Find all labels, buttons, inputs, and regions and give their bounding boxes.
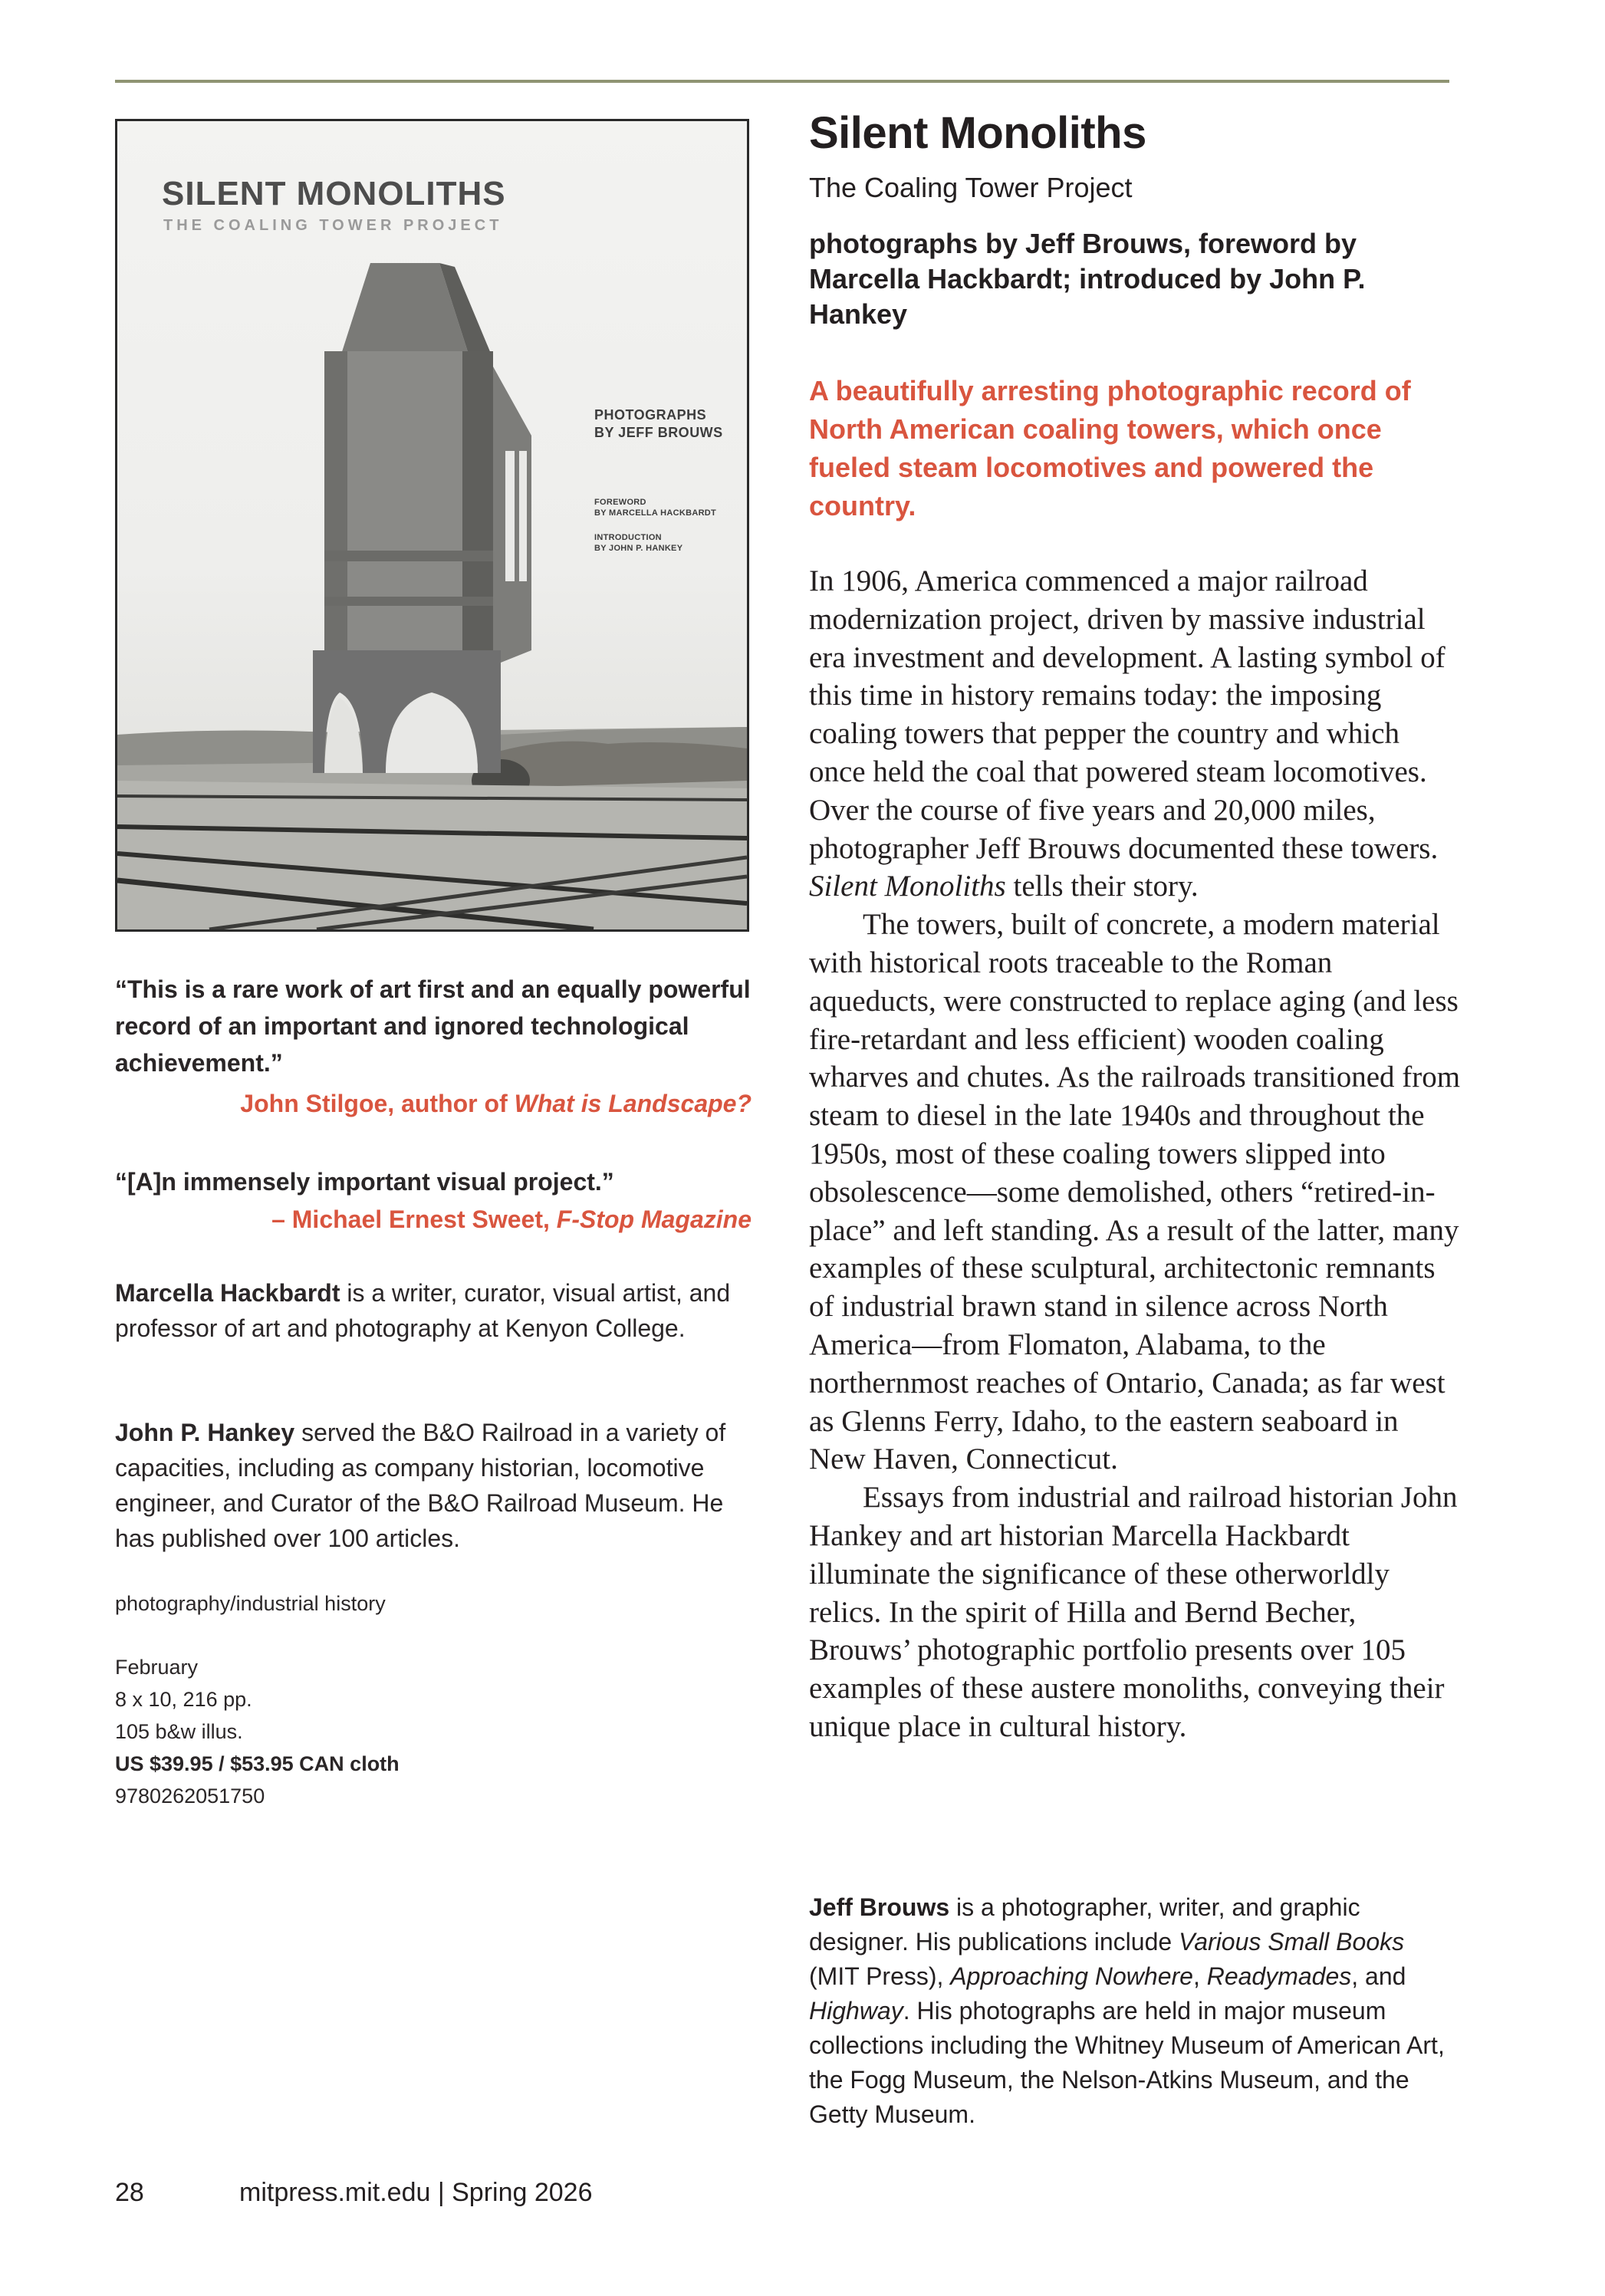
cover-foreword-credit: FOREWORD BY MARCELLA HACKBARDT — [594, 498, 717, 518]
book-cover-image — [115, 119, 749, 932]
book-description — [809, 562, 1461, 1746]
coaling-tower-photo — [117, 121, 747, 929]
illustrations-count: 105 b&w illus. — [115, 1720, 243, 1743]
page-number: 28 — [115, 2178, 144, 2207]
cover-title: SILENT MONOLITHS — [162, 175, 506, 212]
cover-introduction-credit: INTRODUCTION BY JOHN P. HANKEY — [594, 533, 683, 553]
book-format: 8 x 10, 216 pp. — [115, 1688, 252, 1711]
bio-marcella-hackbardt: Marcella Hackbardt is a writer, curator, visual artist, and professor of art and photography at Kenyon College. — [115, 1279, 731, 1342]
review-attribution-2: – Michael Ernest Sweet, F-Stop Magazine — [271, 1206, 752, 1233]
book-subtitle: The Coaling Tower Project — [809, 172, 1133, 203]
description-paragraph-2: The towers, built of concrete, a modern material with historical roots traceable to the Roman aqueducts, were constructed to replace aging (and less fire-retardant and less efficient) wooden coaling wharves and chutes. As the railroads transitioned from steam to diesel in the late 1940s and throughout the 1950s, most of these coaling towers slipped into obsolescence—some demolished, others “retired-in-place” and left standing. As a result of the latter, many examples of these sculptural, architectonic remnants of industrial brawn stand in silence across North America—from Flomaton, Alabama, to the northernmost reaches of Ontario, Canada; as far west as Glenns Ferry, Idaho, to the eastern seaboard in New Haven, Connecticut. — [809, 908, 1461, 1476]
top-rule — [115, 80, 1449, 83]
review-attribution-1: John Stilgoe, author of What is Landscape? — [240, 1090, 752, 1117]
book-title: Silent Monoliths — [809, 108, 1146, 158]
footer-website-season: mitpress.mit.edu | Spring 2026 — [239, 2178, 593, 2207]
book-byline: photographs by Jeff Brouws, foreword by Marcella Hackbardt; introduced by John P. Hankey — [809, 228, 1366, 330]
review-quote-2: “[A]n immensely important visual project.” — [115, 1168, 614, 1196]
description-paragraph-1: In 1906, America commenced a major railroad modernization project, driven by massive industrial era investment and development. A lasting symbol of this time in history remains today: the imposing coaling towers that pepper the country and which once held the coal that powered steam locomotives. Over the course of five years and 20,000 miles, photographer Jeff Brouws documented these towers. Silent Monoliths tells their story. — [809, 564, 1445, 903]
description-paragraph-3: Essays from industrial and railroad historian John Hankey and art historian Marcella Hackbardt illuminate the significance of these otherworldly relics. In the spirit of Hilla and Bernd Becher, Brouws’ photographic portfolio presents over 105 examples of these austere monoliths, conveying their unique place in cultural history. — [809, 1481, 1458, 1743]
subject-category: photography/industrial history — [115, 1592, 386, 1615]
cover-subtitle: THE COALING TOWER PROJECT — [163, 217, 503, 234]
bio-john-hankey: John P. Hankey served the B&O Railroad in a variety of capacities, including as company historian, locomotive engineer, and Curator of the B&O Railroad Museum. He has published over 100 articles. — [115, 1419, 726, 1552]
book-lede: A beautifully arresting photographic record of North American coaling towers, which once fueled steam locomotives and powered the country. — [809, 375, 1411, 521]
pub-month: February — [115, 1656, 199, 1679]
bio-jeff-brouws: Jeff Brouws is a photographer, writer, and graphic designer. His publications include Various Small Books (MIT Press), Approaching Nowhere, Readymades, and Highway. His photographs are held in major museum collections including the Whitney Museum of American Art, the Fogg Museum, the Nelson-Atkins Museum, and the Getty Museum. — [809, 1893, 1445, 2128]
book-price: US $39.95 / $53.95 CAN cloth — [115, 1752, 400, 1775]
isbn: 9780262051750 — [115, 1784, 265, 1808]
cover-photographs-credit: PHOTOGRAPHS BY JEFF BROUWS — [594, 407, 723, 440]
review-quote-1: “This is a rare work of art first and an equally powerful record of an important and ignored technological achievement.” — [115, 975, 751, 1077]
book-details — [115, 1651, 400, 1812]
